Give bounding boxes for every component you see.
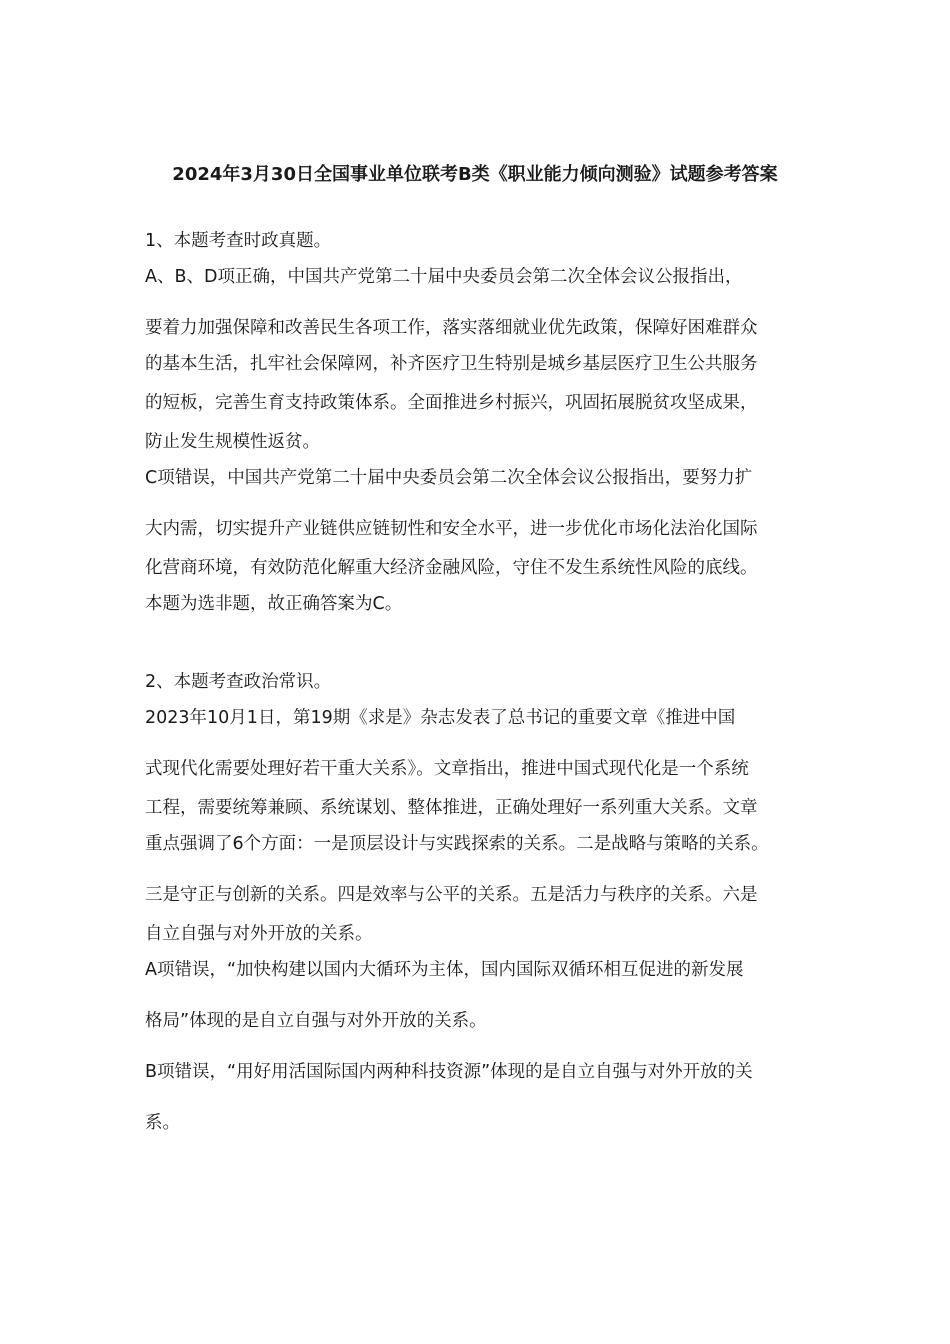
question-2-line: 式现代化需要处理好若干重大关系》。文章指出，推进中国式现代化是一个系统 [145,759,749,779]
question-2-line: 2023年10月1日，第19期《求是》杂志发表了总书记的重要文章《推进中国 [145,708,736,728]
question-1-line: C项错误，中国共产党第二十届中央委员会第二次全体会议公报指出，要努力扩 [145,468,753,488]
document-title: 2024年3月30日全国事业单位联考B类《职业能力倾向测验》试题参考答案 [172,164,778,185]
question-2-line: 工程，需要统筹兼顾、系统谋划、整体推进，正确处理好一系列重大关系。文章 [145,798,758,818]
question-2-line: 三是守正与创新的关系。四是效率与公平的关系。五是活力与秩序的关系。六是 [145,885,758,905]
question-2-heading: 2、本题考查政治常识。 [145,672,332,692]
question-1-line: 的短板，完善生育支持政策体系。全面推进乡村振兴，巩固拓展脱贫攻坚成果， [145,393,758,413]
question-1-line: 要着力加强保障和改善民生各项工作，落实落细就业优先政策，保障好困难群众 [145,318,758,338]
question-1-line: 防止发生规模性返贫。 [145,432,320,452]
question-1-line: 大内需，切实提升产业链供应链韧性和安全水平，进一步优化市场化法治化国际 [145,519,758,539]
question-2-line: 自立自强与对外开放的关系。 [145,924,373,944]
question-2-line: 格局”体现的是自立自强与对外开放的关系。 [145,1011,487,1031]
question-1-line: A、B、D项正确，中国共产党第二十届中央委员会第二次全体会议公报指出， [145,267,743,287]
question-2-line: B项错误，“用好用活国际国内两种科技资源”体现的是自立自强与对外开放的关 [145,1062,753,1082]
question-1-line: 本题为选非题，故正确答案为C。 [145,594,403,614]
question-2-line: 系。 [145,1113,180,1133]
question-1-line: 的基本生活，扎牢社会保障网，补齐医疗卫生特别是城乡基层医疗卫生公共服务 [145,354,758,374]
question-2-line: A项错误，“加快构建以国内大循环为主体，国内国际双循环相互促进的新发展 [145,960,744,980]
question-1-heading: 1、本题考查时政真题。 [145,231,332,251]
question-1-line: 化营商环境，有效防范化解重大经济金融风险，守住不发生系统性风险的底线。 [145,558,758,578]
question-2-line: 重点强调了6个方面：一是顶层设计与实践探索的关系。二是战略与策略的关系。 [145,834,769,854]
